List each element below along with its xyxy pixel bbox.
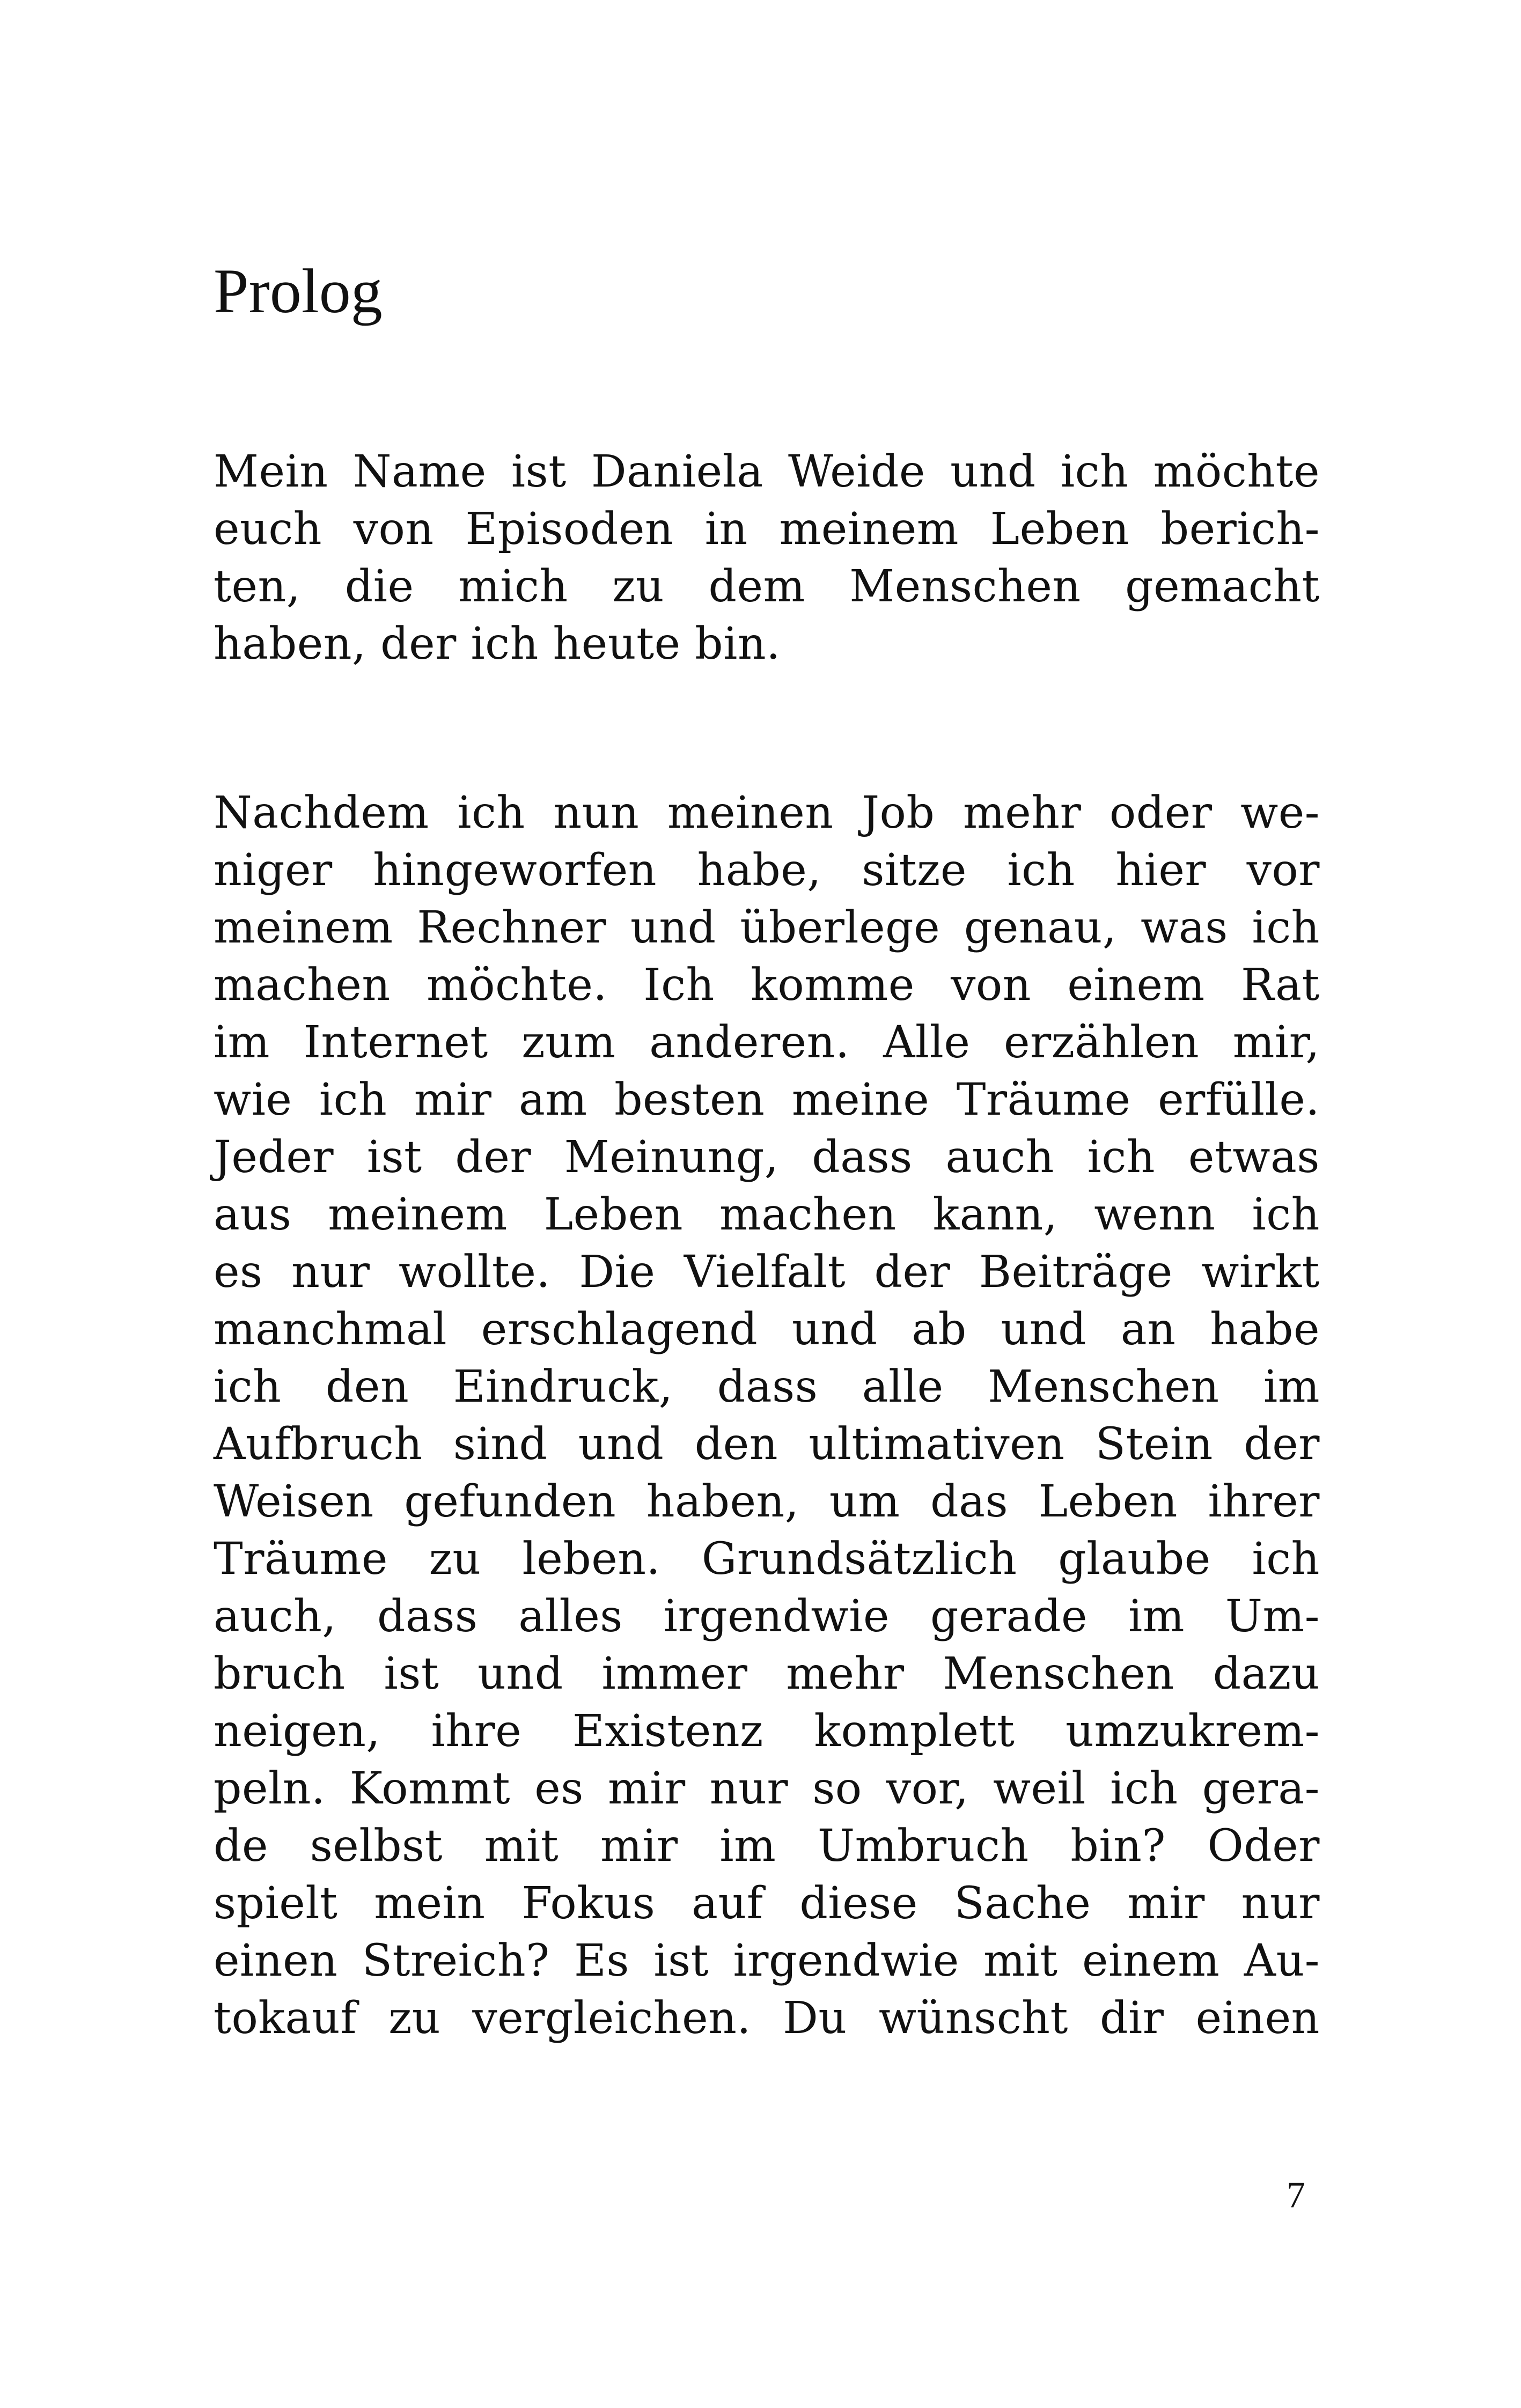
text-line: niger hingeworfen habe, sitze ich hier vor (214, 845, 1320, 896)
text-line: manchmal erschlagend und ab und an habe (214, 1304, 1320, 1355)
text-line: haben, der ich heute bin. (214, 618, 781, 669)
text-line: im Internet zum anderen. Alle erzählen mir, (214, 1017, 1320, 1068)
text-line: bruch ist und immer mehr Menschen dazu (214, 1648, 1320, 1699)
text-line: de selbst mit mir im Umbruch bin? Oder (214, 1821, 1320, 1872)
text-line: neigen, ihre Existenz komplett umzukrem- (214, 1706, 1320, 1757)
text-line: ten, die mich zu dem Menschen gemacht (214, 561, 1320, 612)
text-line: tokauf zu vergleichen. Du wünscht dir einen (214, 1993, 1320, 2044)
chapter-title: Prolog (214, 256, 383, 326)
text-line: einen Streich? Es ist irgendwie mit einem Au- (214, 1935, 1320, 1986)
text-line: spielt mein Fokus auf diese Sache mir nur (214, 1878, 1320, 1929)
text-line: wie ich mir am besten meine Träume erfülle. (214, 1074, 1320, 1125)
text-line: Aufbruch sind und den ultimativen Stein der (214, 1419, 1320, 1470)
text-line: peln. Kommt es mir nur so vor, weil ich gera- (214, 1763, 1320, 1814)
text-line: auch, dass alles irgendwie gerade im Um- (214, 1591, 1320, 1642)
paragraph-body (214, 784, 1320, 2047)
text-line: aus meinem Leben machen kann, wenn ich (214, 1189, 1320, 1240)
text-line: meinem Rechner und überlege genau, was ich (214, 902, 1320, 953)
text-line: euch von Episoden in meinem Leben berich- (214, 504, 1320, 555)
text-line: ich den Eindruck, dass alle Menschen im (214, 1361, 1320, 1412)
text-line: Weisen gefunden haben, um das Leben ihrer (214, 1476, 1320, 1527)
paragraph-intro (214, 443, 1320, 673)
page-number: 7 (1287, 2175, 1305, 2216)
text-line: Träume zu leben. Grundsätzlich glaube ich (214, 1534, 1320, 1585)
text-line: es nur wollte. Die Vielfalt der Beiträge wirkt (214, 1247, 1320, 1298)
text-line: Nachdem ich nun meinen Job mehr oder we- (214, 787, 1320, 838)
text-line: Jeder ist der Meinung, dass auch ich etwas (214, 1132, 1320, 1183)
text-line: Mein Name ist Daniela Weide und ich möchte (214, 446, 1320, 497)
text-line: machen möchte. Ich komme von einem Rat (214, 960, 1320, 1011)
